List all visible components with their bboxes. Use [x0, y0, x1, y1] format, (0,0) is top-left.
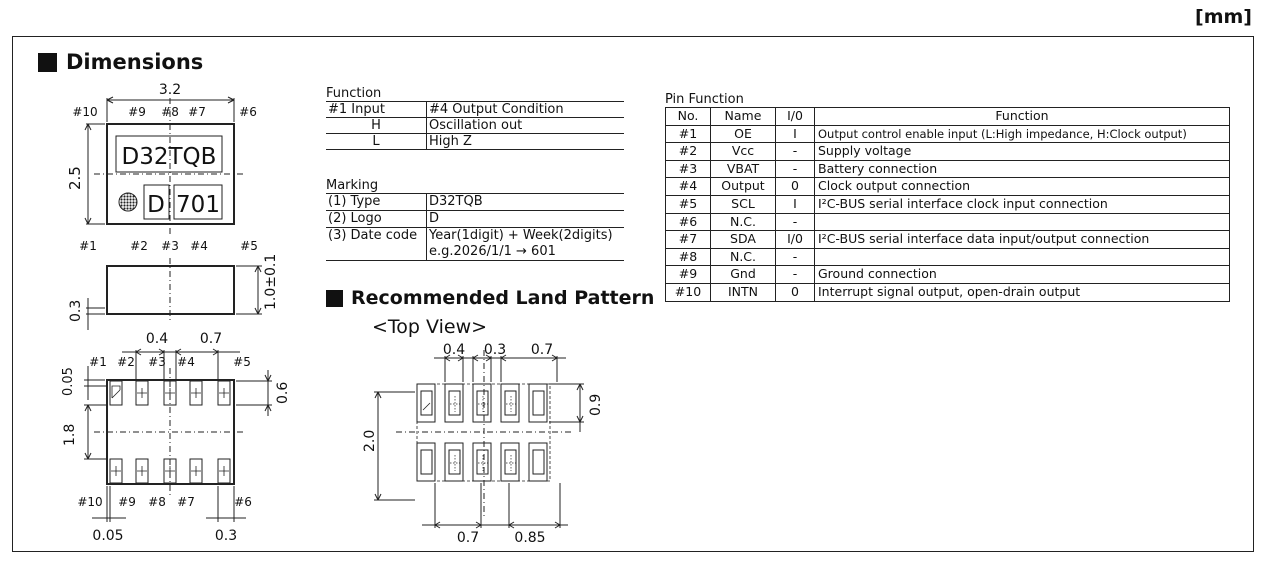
top-pin-label: #6 [239, 105, 257, 119]
marking-row-value [427, 228, 625, 261]
pin-name: N.C. [711, 213, 776, 231]
dim-standoff: 0.3 [68, 299, 84, 322]
land-pattern-title-text: Recommended Land Pattern [351, 287, 655, 309]
top-pin-label: #5 [240, 239, 258, 253]
pin-function: Ground connection [815, 266, 1230, 284]
top-pin-label: #10 [72, 105, 98, 119]
marking-table-caption: Marking [326, 178, 624, 194]
pin-header-function: Function [815, 108, 1230, 126]
pin-io: I [776, 195, 815, 213]
dim-pad-height: 0.6 [275, 381, 291, 404]
pin-function: I²C-BUS serial interface data input/output connection [815, 231, 1230, 249]
marking-text-type: D32TQB [121, 144, 217, 170]
pin-io: 0 [776, 283, 815, 301]
table-row [666, 178, 1230, 196]
pin-io: - [776, 213, 815, 231]
function-table [326, 86, 624, 150]
pin-function: Supply voltage [815, 143, 1230, 161]
pin-no: #5 [666, 195, 711, 213]
pin-no: #4 [666, 178, 711, 196]
bottom-pin-label: #10 [77, 495, 103, 509]
pin1-indicator-icon [119, 193, 137, 211]
top-pin-label: #3 [161, 239, 179, 253]
function-header-output: #4 Output Condition [427, 102, 625, 118]
land-dim-row-spacing: 2.0 [362, 429, 378, 452]
pin-name: OE [711, 125, 776, 143]
dim-bottom-right: 0.3 [214, 528, 238, 544]
pin-function: Output control enable input (L:High impedance, H:Clock output) [815, 125, 1230, 143]
pin-io: I/0 [776, 231, 815, 249]
function-header-input: #1 Input [326, 102, 427, 118]
dim-bottom-left: 0.05 [92, 528, 124, 544]
table-row [666, 195, 1230, 213]
dim-pitch-a: 0.4 [145, 331, 169, 347]
table-row [666, 143, 1230, 161]
pin-name: Vcc [711, 143, 776, 161]
marking-text-logo: D [147, 192, 165, 218]
pin-name: VBAT [711, 160, 776, 178]
pin-no: #3 [666, 160, 711, 178]
top-pin-label: #8 [161, 105, 179, 119]
marking-row-label: (1) Type [326, 194, 427, 211]
pin-no: #6 [666, 213, 711, 231]
dim-row-spacing: 1.8 [62, 423, 78, 446]
bottom-pin-label: #9 [118, 495, 136, 509]
marking-table [326, 178, 624, 261]
dim-left-gap: 0.05 [61, 367, 76, 396]
pin-io: I [776, 125, 815, 143]
function-row-output: Oscillation out [427, 118, 625, 134]
table-row [666, 248, 1230, 266]
bottom-pin-label: #7 [177, 495, 195, 509]
bottom-pin-label: #4 [177, 355, 195, 369]
marking-row-label: (3) Date code [326, 228, 427, 261]
pin-name: INTN [711, 283, 776, 301]
pin-io: 0 [776, 178, 815, 196]
pin-name: Output [711, 178, 776, 196]
pin-header-no: No. [666, 108, 711, 126]
table-row [666, 266, 1230, 284]
dim-height: 2.5 [66, 166, 84, 190]
table-row [666, 231, 1230, 249]
bottom-pin-label: #2 [117, 355, 135, 369]
section-title-text: Dimensions [66, 50, 204, 74]
top-pin-label: #7 [188, 105, 206, 119]
pin-io: - [776, 143, 815, 161]
land-dim-top-a: 0.4 [442, 342, 466, 358]
pin-io: - [776, 248, 815, 266]
function-row-input: H [326, 118, 427, 134]
pin-function: Interrupt signal output, open-drain output [815, 283, 1230, 301]
unit-label: [mm] [1195, 6, 1252, 28]
function-row-output: High Z [427, 134, 625, 150]
bottom-pin-label: #8 [148, 495, 166, 509]
table-row [666, 213, 1230, 231]
pin-no: #8 [666, 248, 711, 266]
pin-no: #2 [666, 143, 711, 161]
pin-name: N.C. [711, 248, 776, 266]
land-dim-top-b: 0.3 [483, 342, 507, 358]
land-dim-bottom-b: 0.85 [514, 530, 546, 546]
pin-header-name: Name [711, 108, 776, 126]
land-dim-top-c: 0.7 [530, 342, 554, 358]
pin-no: #7 [666, 231, 711, 249]
table-row [666, 160, 1230, 178]
marking-text-date: 701 [176, 192, 220, 218]
top-pin-label: #1 [79, 239, 97, 253]
function-row-input: L [326, 134, 427, 150]
pin-function: Clock output connection [815, 178, 1230, 196]
top-pin-label: #4 [190, 239, 208, 253]
bottom-pin-label: #6 [234, 495, 252, 509]
marking-date-example: e.g.2026/1/1 → 601 [429, 244, 556, 259]
dim-pitch-b: 0.7 [199, 331, 223, 347]
land-pattern-title [326, 287, 654, 309]
marking-row-value: D32TQB [427, 194, 625, 211]
land-pattern-view-label: <Top View> [372, 316, 488, 338]
marking-row-value: D [427, 211, 625, 228]
pin-io: - [776, 160, 815, 178]
marking-row-label: (2) Logo [326, 211, 427, 228]
function-table-caption: Function [326, 86, 382, 101]
pin-header-io: I/0 [776, 108, 815, 126]
bottom-pin-label: #5 [233, 355, 251, 369]
pin-name: Gnd [711, 266, 776, 284]
bottom-pin-label: #3 [148, 355, 166, 369]
pin-no: #1 [666, 125, 711, 143]
land-dim-bottom-a: 0.7 [456, 530, 480, 546]
pin-function-table [665, 92, 1230, 302]
pin-no: #9 [666, 266, 711, 284]
dim-thickness: 1.0±0.1 [263, 253, 279, 310]
pin-function [815, 248, 1230, 266]
pin-function: Battery connection [815, 160, 1230, 178]
top-pin-label: #9 [128, 105, 146, 119]
pin-name: SDA [711, 231, 776, 249]
land-pattern-square-icon [326, 290, 343, 307]
pin-io: - [776, 266, 815, 284]
land-dim-pad-height: 0.9 [588, 393, 604, 416]
marking-date-format: Year(1digit) + Week(2digits) [429, 228, 613, 243]
table-row [666, 125, 1230, 143]
table-row [666, 283, 1230, 301]
pin-table-caption: Pin Function [665, 92, 744, 107]
pin-function [815, 213, 1230, 231]
land-pads-bottom [417, 443, 547, 481]
bottom-pin-label: #1 [89, 355, 107, 369]
pin-function: I²C-BUS serial interface clock input connection [815, 195, 1230, 213]
pin-no: #10 [666, 283, 711, 301]
top-pin-label: #2 [130, 239, 148, 253]
land-pads-top [417, 384, 547, 422]
dim-width: 3.2 [158, 82, 182, 98]
pin-name: SCL [711, 195, 776, 213]
